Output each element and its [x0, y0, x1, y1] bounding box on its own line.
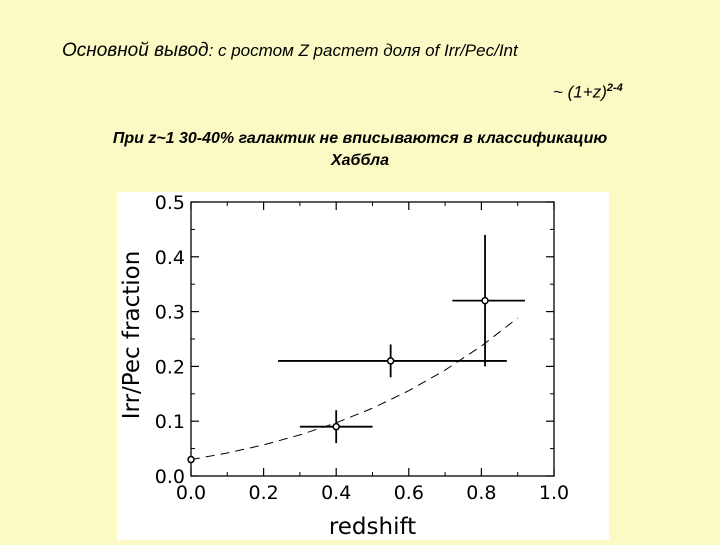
y-tick-label: 0.2 [154, 356, 185, 379]
x-tick-label: 0.6 [393, 482, 424, 504]
conclusion-statement: : с ростом Z растет доля of Irr/Pec/Int [208, 41, 518, 60]
model-curve-dashed [191, 318, 518, 460]
data-point [188, 457, 194, 463]
x-tick-label: 1.0 [538, 482, 570, 504]
irr-pec-fraction-chart [117, 192, 609, 540]
x-tick-label: 0.2 [248, 482, 279, 504]
conclusion-heading [62, 40, 518, 62]
y-axis-label: Irr/Pec fraction [119, 250, 145, 420]
x-axis-label: redshift [328, 514, 417, 540]
x-tick-label: 0.4 [321, 482, 352, 504]
x-tick-label: 0.0 [175, 482, 207, 504]
hubble-note [0, 128, 720, 172]
scaling-formula [553, 82, 623, 103]
y-tick-label: 0.0 [154, 466, 185, 488]
y-tick-label: 0.3 [154, 301, 185, 324]
scaling-formula-exponent: 2-4 [606, 82, 623, 94]
scaling-formula-base: ~ (1+z) [553, 82, 607, 102]
data-point [482, 298, 488, 304]
y-tick-label: 0.1 [154, 411, 185, 434]
plot-frame [191, 202, 554, 476]
data-point [388, 358, 394, 364]
hubble-note-line-1: При z~1 30-40% галактик не вписываются в классификацию [112, 130, 608, 147]
plot-panel [117, 192, 609, 540]
y-tick-label: 0.5 [154, 192, 185, 214]
hubble-note-line-2: Хаббла [330, 152, 390, 169]
data-point [333, 424, 339, 430]
conclusion-lead: Основной вывод [62, 40, 209, 61]
x-tick-label: 0.8 [466, 482, 497, 504]
y-tick-label: 0.4 [154, 246, 185, 269]
